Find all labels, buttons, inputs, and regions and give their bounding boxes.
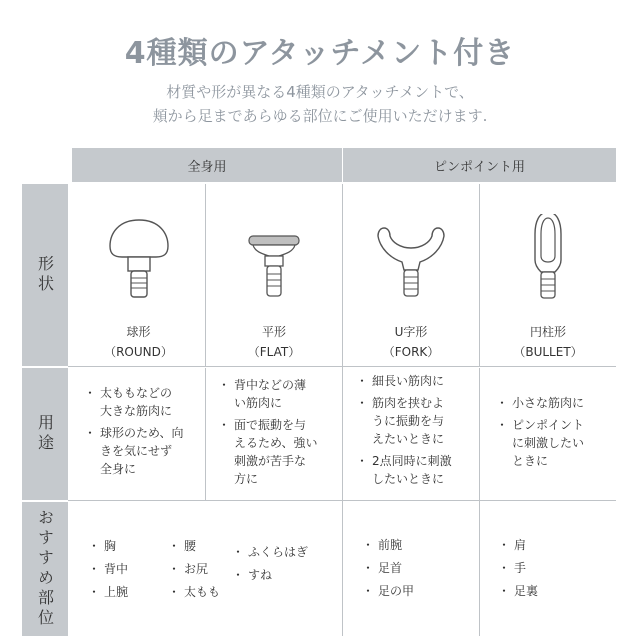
row-header-shape-label: 形状 xyxy=(35,255,55,295)
list-item: ・ 手 xyxy=(498,557,538,580)
list-item: ・ 肩 xyxy=(498,534,538,557)
bullet-attachment-icon xyxy=(513,214,583,304)
list-item: ・ 小さな筋肉に xyxy=(496,394,614,412)
shape-cell-bullet xyxy=(480,184,616,366)
list-item: ・ ふくらはぎ xyxy=(232,541,308,564)
list-item: ・ 足裏 xyxy=(498,580,538,603)
shape-name-en: （FLAT） xyxy=(247,345,301,359)
shape-name-jp: 球形 xyxy=(126,325,151,339)
list-item: ・ 背中などの薄 い筋肉に xyxy=(218,376,340,412)
row-header-shape xyxy=(22,184,68,366)
subtitle-line-1: 材質や形が異なる4種類のアタッチメントで、 xyxy=(166,83,474,101)
list-item: ・ お尻 xyxy=(168,558,220,581)
list-item: ・ 太もも xyxy=(168,581,220,604)
list-item: ・ 2点同時に刺激 したいときに xyxy=(356,452,478,488)
list-item: ・ 足首 xyxy=(362,557,414,580)
list-item: ・ すね xyxy=(232,564,308,587)
recommended-list-fork xyxy=(362,534,414,603)
fork-attachment-icon xyxy=(376,214,446,304)
list-item: ・ 上腕 xyxy=(88,581,128,604)
row-header-usage xyxy=(22,368,68,500)
list-item: ・ 球形のため、向 きを気にせず 全身に xyxy=(84,424,202,478)
group-header-whole-body: 全身用 xyxy=(72,148,342,182)
round-attachment-icon xyxy=(104,214,174,304)
shape-name-round xyxy=(72,322,205,362)
shape-cell-round xyxy=(72,184,205,366)
list-item: ・ 前腕 xyxy=(362,534,414,557)
shape-name-flat xyxy=(206,322,342,362)
row-header-recommended xyxy=(22,502,68,636)
page-title: 4種類のアタッチメント付き xyxy=(124,36,516,71)
row-header-recommended-label: おすすめ部位 xyxy=(35,509,55,629)
divider xyxy=(68,366,616,367)
group-header-pinpoint: ピンポイント用 xyxy=(343,148,616,182)
recommended-list-round-2 xyxy=(168,535,220,604)
shape-name-en: （BULLET） xyxy=(513,345,583,359)
list-item: ・ 細長い筋肉に xyxy=(356,372,478,390)
shape-name-jp: 平形 xyxy=(261,325,286,339)
usage-list-round xyxy=(84,384,202,482)
shape-name-bullet xyxy=(480,322,616,362)
divider xyxy=(205,368,206,500)
usage-list-flat xyxy=(218,376,340,492)
list-item: ・ 太ももなどの 大きな筋肉に xyxy=(84,384,202,420)
list-item: ・ 足の甲 xyxy=(362,580,414,603)
usage-list-bullet xyxy=(496,394,614,474)
recommended-list-bullet xyxy=(498,534,538,603)
shape-name-en: （ROUND） xyxy=(104,345,173,359)
list-item: ・ 腰 xyxy=(168,535,220,558)
list-item: ・ ピンポイント に刺激したい ときに xyxy=(496,416,614,470)
divider xyxy=(479,368,480,636)
shape-name-jp: 円柱形 xyxy=(529,325,566,339)
attachment-table xyxy=(22,148,616,636)
shape-name-fork xyxy=(343,322,479,362)
list-item: ・ 面で振動を与 えるため、強い 刺激が苦手な 方に xyxy=(218,416,340,488)
shape-cell-fork xyxy=(343,184,479,366)
shape-name-en: （FORK） xyxy=(382,345,440,359)
flat-attachment-icon xyxy=(239,214,309,304)
list-item: ・ 背中 xyxy=(88,558,128,581)
list-item: ・ 筋肉を挟むよ うに振動を与 えたいときに xyxy=(356,394,478,448)
usage-list-fork xyxy=(356,372,478,492)
page-subtitle xyxy=(0,80,640,128)
divider xyxy=(68,500,616,501)
recommended-list-round-1 xyxy=(88,535,128,604)
shape-cell-flat xyxy=(206,184,342,366)
list-item: ・ 胸 xyxy=(88,535,128,558)
row-header-usage-label: 用途 xyxy=(35,414,55,454)
shape-name-jp: U字形 xyxy=(394,325,428,339)
subtitle-line-2: 頬から足まであらゆる部位にご使用いただけます. xyxy=(152,107,488,125)
recommended-list-flat xyxy=(232,541,308,587)
